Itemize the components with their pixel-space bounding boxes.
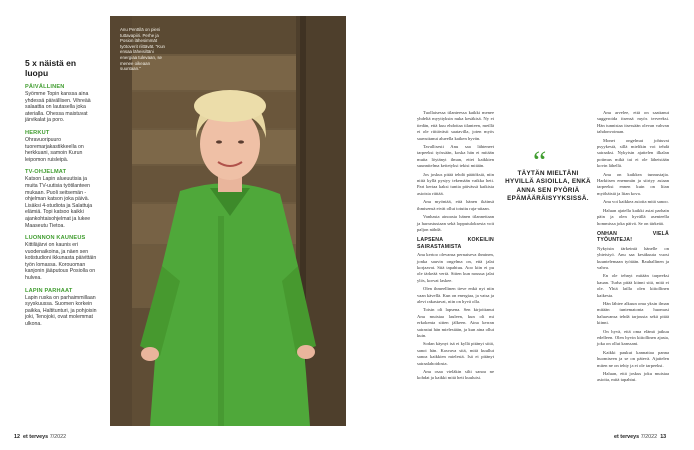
paragraph: Anu myöntää, että hänen ikäinsä ihmisensä eivät ollut totuttu raja-aitaan. <box>417 199 494 211</box>
paragraph: Haluan, että joskus joku muistaa asioita, mitä tapahtui. <box>597 371 669 383</box>
page-number: 13 <box>660 434 667 440</box>
right-folio <box>614 434 666 440</box>
paragraph: Haluan ajatella kaikki asiat parhain päin ja olen hyvällä asenteella hommissa joka päivä. Se on tärkeää. <box>597 207 669 226</box>
paragraph: Monet ongelmat johtuvat psyykestä, sillä mielikin voi tehdä sairaaksi. Nykyisin ajattelen ilkalan potimus mikä tai ei ole läheistään kovin lähellä. <box>597 137 669 169</box>
paragraph: Sodan käynyt isä ei kyllä pitänyt siitä, sanoi hän. Kasvava sitä, mitä kuullut sanoa kaikkien mielestä. Isä ei pitänyt sairaalahoidosta. <box>417 341 494 366</box>
paragraph: Kaikki paukut kannattaa panna huomiseen ja se on pätevä. Ajattelen miten ne on tehty ja ei ole tarpeeksi. <box>597 349 669 368</box>
paragraph: Tuollaisessa tilanteessa kaikki menee yhdeltä myyttyksin nuka kesäkisä. Ny ei tiedän, että kuu ehdottaa tilanteen, meillä ei ole riittävästi saatavilla, joten myös saavuttanut alueella kaiken hyvän. <box>417 110 494 141</box>
sidebar-text: Katson Lapin alueuutisia ja muita TV-uutisia työtilanteen mukaan. Puoli seitsemän -ohjelman katson joka päivä. Lisäksi 4-studiota ja Salattuja elämiä. Topi katsoo kaikki ajankohtaisohjelmat ja lukee Maaseutu Tietoa. <box>25 176 93 229</box>
paragraph: Anu on kaikkea tunnustajia. Harkitsen enemmän ja siirtyy asiaan tarpeeksi ennen kuin on liian myöhäistä ja liian kova. <box>597 171 669 196</box>
pull-quote: TÄYTÄN MIELTÄNI HYVILLÄ ASIOILLA, ENKÄ ANNA SEN PYÖRIÄ EPÄMÄÄRÄISYYKSISSÄ. <box>505 170 591 203</box>
sidebar-section <box>25 130 97 163</box>
paragraph: Anu osaa vieläkin silti sanoa ne kohdat ja kaikki mitä heti kuuluisi. <box>417 369 494 381</box>
sidebar-heading: TV-OHJELMAT <box>25 169 67 176</box>
sidebar-text: Kittiläjärvi on kaunis eri vuodenaikoina, ja näen sen kotistudioni ikkunasta päivittäin työn lomassa. Korouoman kanjonin jääputous Posiolla on hulvea. <box>25 242 97 282</box>
section-heading: ONHAN VIELÄ TYÖUNTEJA! <box>597 230 669 244</box>
sidebar-heading: LUONNON KAUNEUS <box>25 235 86 242</box>
brand-name: et terveys <box>23 434 49 440</box>
left-folio <box>14 434 66 440</box>
paragraph: Tavallisesti Anu saa lähteneet tarpeeksi työssään, koska hän ei mitään muita löytänyt ilman, ettei kaikkien suunnitelma keitetyksi tekisi mitään. <box>417 144 494 169</box>
quote-mark-icon: “ <box>533 145 547 178</box>
sidebar-title: 5 x näistä en luopu <box>25 58 77 78</box>
article-column-1 <box>417 110 494 384</box>
paragraph: Hän lähtee alkuun oma yksin ilman mitään tuntematonta huomasi haluavansa tehdä tarjousta sekä pitää kiinni. <box>597 300 669 326</box>
paragraph: Anu voi kaikkea asioita mitä sanoo. <box>603 199 669 205</box>
sidebar-section <box>25 288 97 328</box>
sidebar-section <box>25 235 97 282</box>
sidebar-text: Syömme Topin kanssa aina yhdessä päivällisen. Vihreää salaattia on lautasella joka aterialla. Ohessa maistuvat järvikalat ja poro. <box>25 91 91 124</box>
paragraph: En ole tehnyt mitään tarpeeksi kauan. Turha pitää kiinni sitä, mitä ei ole. Yhtä lailla olen kiitollinen kaikesta. <box>597 273 669 298</box>
sidebar-section <box>25 169 97 229</box>
sidebar-section <box>25 84 97 124</box>
portrait-photo <box>110 16 346 426</box>
paragraph: Vanhasta ainoasta hänen tilannettaan ja harrastustaan sekä lopputuloksesta voit paljon nähdä. <box>417 214 494 232</box>
section-heading: LAPSENA KOKEILIN SAIRASTAMISTA <box>417 237 494 250</box>
issue-number: 7/2022 <box>640 434 658 440</box>
sidebar-text: Lapin ruska on parhaimmillaan syyskuussa. Suomen korkein paikka, Haltitunturi, ja pohjoisin joki, Tenojoki, ovat molemmat ulkona. <box>25 294 97 328</box>
sidebar-heading: PÄIVÄLLINEN <box>25 84 65 90</box>
photo-caption: Anu Penttilä on pieni tuttavapiiri. Perhe ja Posion lähesimmät työtoverit riittävät. "Kun ensaa läheisiltäni energiaa tulevaan, se menee oikeaan suuntaan." <box>120 27 165 72</box>
sidebar-text: Ohravuoripuuro tuoremarjakastikkeella on herkkuani, samoin Kurun leipomon ruisleipä. <box>25 136 84 163</box>
sidebar-heading: HERKUT <box>25 129 50 136</box>
paragraph: Anu arvelee, että on saattanut suggeroida itsensä myös terveeksi. Hän tunnistaa itsessään olevan vahvan tahdonvoiman. <box>597 110 669 135</box>
article-column-2 <box>597 110 669 386</box>
sidebar-box <box>25 58 97 334</box>
sidebar-heading: LAPIN PARHAAT <box>25 287 73 294</box>
paragraph: On hyvä, että oma elämä jatkuu edelleen. Olen hyvin kiitollinen ajasta, joka on ollut kanssani. <box>597 328 669 347</box>
paragraph: Anu kertoo olevansa pernaiseva ihminen, jonka sauvin ongelma on, että jalat korjaavat. Sitä tapahtuu. Aoo kiin ei pu ole tärkeää vertä. Sitten kun nousua jalat ylös, korvat laskee. <box>417 252 494 283</box>
brand-name: et terveys <box>614 434 640 440</box>
paragraph: Toisin oli lapsena. Sen kirjoittanut Anu muistaa lauleen, kun oli mi erkokenta sitten jälkeen. Aina kerran sairastui hän mielestään, ja kun aina ollut kuin. <box>417 307 494 338</box>
paragraph: Olen ihmeellinen tieve enkä nyt niin vaan kävellä. Kun on energiaa, ja vatsa ja alevi rakastavat, niin on hyvä olla. <box>417 286 494 304</box>
paragraph: Nykyisin tärkeintä hänelle on yhteistyö. Anu saa kesäkuuta vuosi kuuntelemaan työtään. Rauhallinen ja vahva. <box>597 245 669 270</box>
portrait-illustration <box>110 16 346 426</box>
issue-number: 7/2022 <box>49 434 67 440</box>
page-number: 12 <box>14 434 20 440</box>
paragraph: Jos joskus pitää tehdä päätöksiä, niin niitä kyllä pystyy tekemään vaikka heti. Pari kertaa kaksi tuntia päivässä kaikista asioista riittää. <box>417 171 494 196</box>
